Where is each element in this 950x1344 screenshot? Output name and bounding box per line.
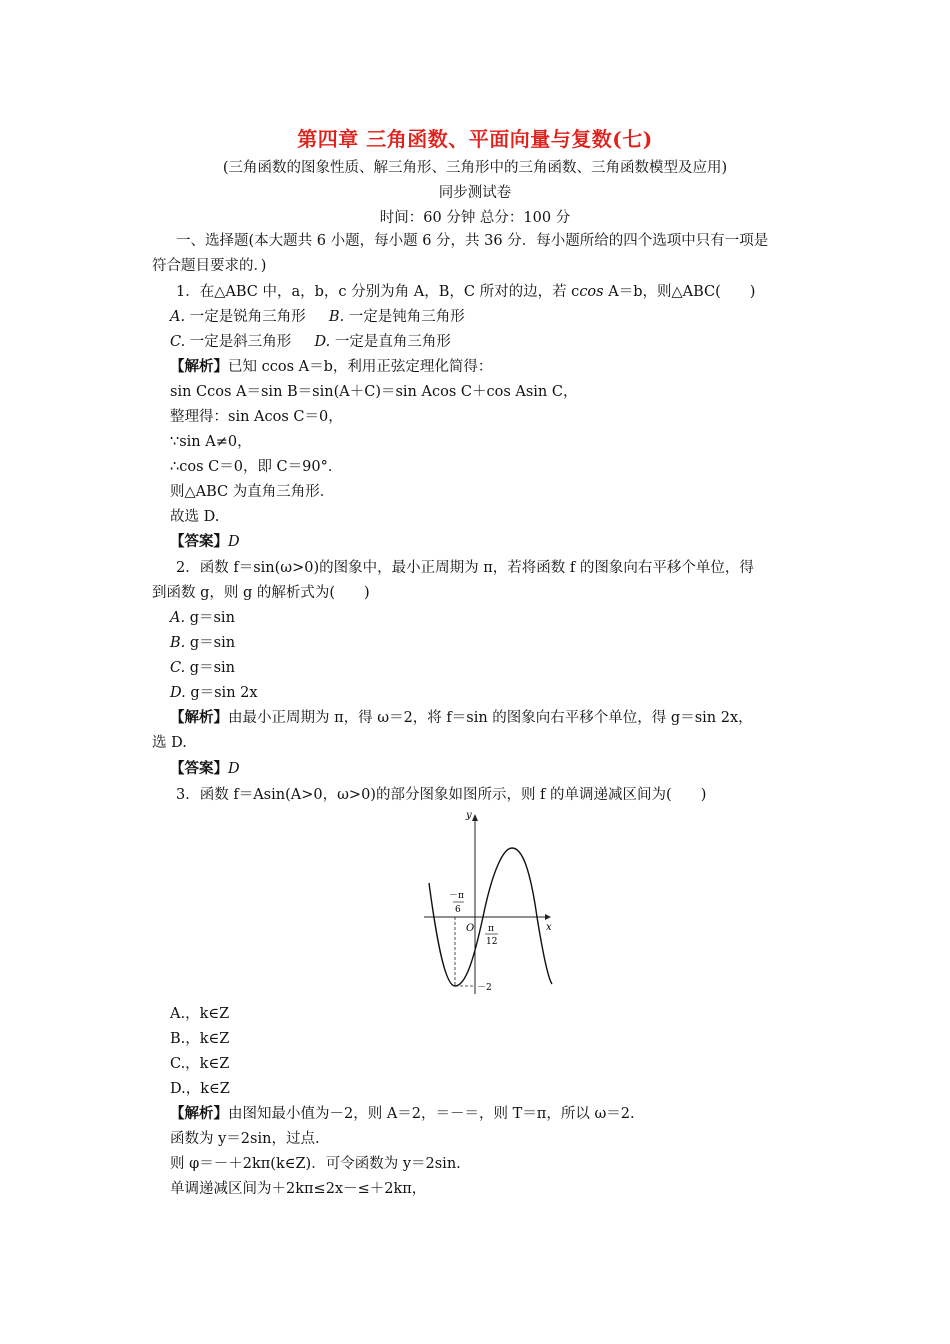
q2-stem: 2．函数 f＝sin(ω>0)的图象中，最小正周期为 π，若将函数 f 的图象向右平移个单位，得	[176, 560, 754, 576]
chapter-title: 第四章 三角函数、平面向量与复数(七)	[297, 127, 653, 151]
test-name: 同步测试卷	[438, 185, 512, 201]
pi-12-numerator: π	[488, 924, 494, 934]
y-axis-label: y	[466, 810, 472, 821]
q1-analysis-line: 整理得：sin Acos C＝0，	[170, 409, 343, 425]
q3-function-graph	[424, 808, 559, 996]
q3-option-c: C.，k∈Z	[170, 1056, 230, 1072]
section-heading: 一、选择题(本大题共 6 小题，每小题 6 分，共 36 分．每小题所给的四个选项中只有一项是	[176, 233, 769, 249]
pi-12-denominator: 12	[486, 937, 498, 947]
q2-answer: 【答案】D	[170, 760, 240, 777]
q1-analysis-line: 则△ABC 为直角三角形．	[170, 484, 335, 500]
q3-stem: 3．函数 f＝Asin(A>0，ω>0)的部分图象如图所示，则 f 的单调递减区间为( )	[176, 787, 707, 803]
q2-analysis-line: 选 D.	[152, 735, 187, 751]
y-axis-arrow-icon	[472, 814, 478, 821]
neg-pi-6-numerator: －π	[449, 891, 464, 901]
q2-option-c: C. g＝sin	[170, 660, 235, 676]
q1-options-ab: A. 一定是锐角三角形 B. 一定是钝角三角形	[170, 309, 465, 325]
chapter-subtitle: (三角函数的图象性质、解三角形、三角形中的三角函数、三角函数模型及应用)	[222, 160, 728, 176]
test-meta: 时间：60 分钟 总分：100 分	[379, 210, 571, 226]
q1-analysis-line: sin Ccos A＝sin B＝sin(A＋C)＝sin Acos C＋cos Asin C，	[170, 384, 578, 400]
neg-pi-6-denominator: 6	[455, 905, 461, 915]
q3-analysis-line: 则 φ＝－＋2kπ(k∈Z)．可令函数为 y＝2sin.	[170, 1156, 461, 1172]
q3-analysis: 【解析】由图知最小值为－2，则 A＝2，＝－＝，则 T＝π，所以 ω＝2.	[170, 1105, 635, 1122]
q1-options-cd: C. 一定是斜三角形 D. 一定是直角三角形	[170, 334, 451, 350]
section-heading-cont: 符合题目要求的．)	[152, 258, 267, 274]
q3-analysis-line: 单调递减区间为＋2kπ≤2x－≤＋2kπ，	[170, 1181, 427, 1197]
x-axis-label: x	[546, 922, 552, 933]
q2-analysis: 【解析】由最小正周期为 π，得 ω＝2，将 f＝sin 的图象向右平移个单位，得 g＝sin 2x，	[170, 709, 753, 726]
q1-analysis-line: ∴cos C＝0，即 C＝90°．	[170, 459, 343, 475]
min-value-label: －2	[477, 983, 492, 993]
q1-analysis-line: 故选 D.	[170, 509, 220, 525]
x-axis-arrow-icon	[545, 914, 551, 920]
q2-option-b: B. g＝sin	[170, 635, 236, 651]
q1-answer: 【答案】D	[170, 533, 240, 550]
q3-analysis-line: 函数为 y＝2sin，过点.	[170, 1131, 320, 1147]
q3-option-d: D.，k∈Z	[170, 1081, 230, 1097]
origin-label: O	[466, 923, 475, 934]
q1-analysis: 【解析】已知 ccos A＝b，利用正弦定理化简得：	[170, 358, 493, 375]
q2-option-d: D. g＝sin 2x	[170, 685, 258, 701]
q1-stem: 1．在△ABC 中，a，b，c 分别为角 A，B，C 所对的边，若 ccos A＝b，则△ABC( )	[176, 284, 756, 300]
q2-stem-cont: 到函数 g，则 g 的解析式为( )	[152, 585, 370, 601]
q1-analysis-line: ∵sin A≠0，	[170, 434, 252, 450]
q2-option-a: A. g＝sin	[170, 610, 235, 626]
q3-option-a: A.，k∈Z	[170, 1006, 230, 1022]
q3-option-b: B.，k∈Z	[170, 1031, 230, 1047]
